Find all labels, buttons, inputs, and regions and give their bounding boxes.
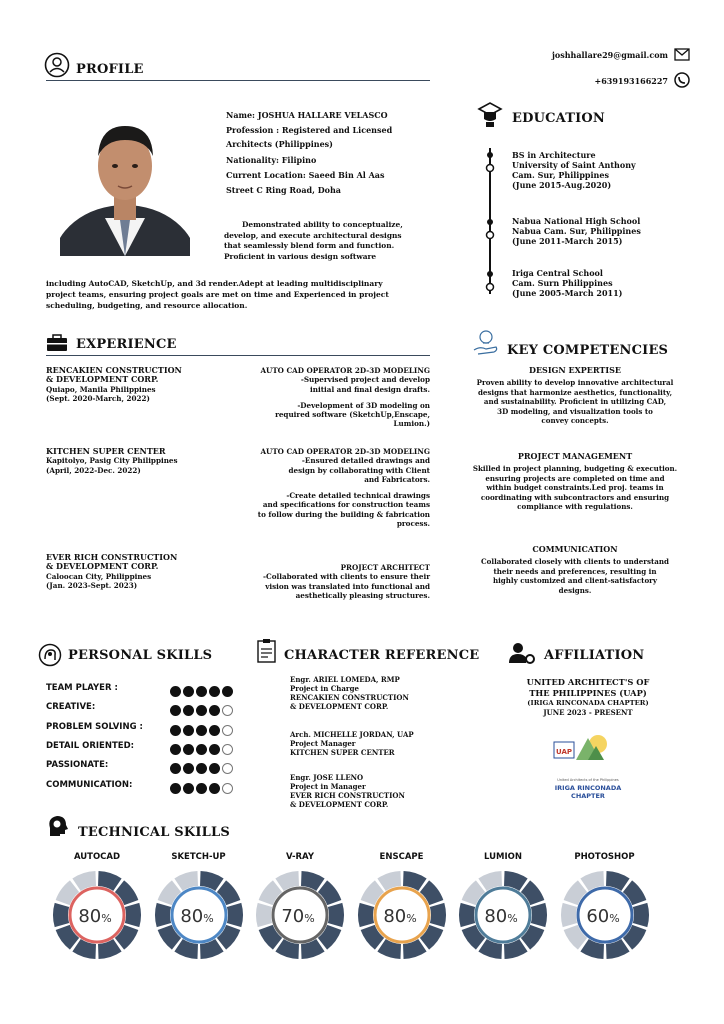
summary-line: project teams, ensuring project goals are met on time and Experienced in project bbox=[46, 290, 389, 299]
role-desc: to follow during the building & fabrication bbox=[257, 509, 430, 519]
timeline-node bbox=[484, 269, 496, 297]
competency-title: PROJECT MANAGEMENT bbox=[517, 451, 633, 461]
experience-role-2 bbox=[228, 447, 430, 528]
skill-rating bbox=[170, 701, 235, 720]
company-dates: (April, 2022-Dec. 2022) bbox=[46, 465, 141, 475]
competency-3 bbox=[460, 545, 690, 595]
education-item-2 bbox=[512, 216, 692, 246]
gauge-segment-filled bbox=[429, 903, 445, 927]
competency-line: highly customized and client-satisfactory bbox=[492, 576, 658, 586]
company-name-2: & DEVELOPMENT CORP. bbox=[46, 374, 159, 385]
profile-profession-1: Profession : Registered and Licensed bbox=[226, 125, 393, 135]
percent-sign: % bbox=[608, 912, 620, 925]
technical-skills-heading: TECHNICAL SKILLS bbox=[78, 825, 230, 840]
rating-dot-filled bbox=[183, 763, 194, 774]
competency-line: convey concepts. bbox=[541, 416, 609, 426]
tech-skill-percent: 80% bbox=[484, 906, 518, 927]
hand-bulb-icon bbox=[472, 328, 500, 356]
rating-dot-filled bbox=[196, 725, 207, 736]
profile-rule bbox=[46, 80, 430, 81]
rating-dot-filled bbox=[183, 725, 194, 736]
personal-skill-row bbox=[46, 779, 246, 793]
affiliation-details bbox=[498, 677, 678, 718]
tech-skill-gauge bbox=[52, 870, 142, 960]
gauge-segment-filled bbox=[226, 903, 242, 927]
clipboard-icon bbox=[256, 638, 278, 664]
summary-line: Proficient in various design software bbox=[224, 251, 377, 261]
uap-logo bbox=[546, 730, 630, 800]
profile-location-1: Current Location: Saeed Bin Al Aas bbox=[226, 170, 385, 180]
reference-title: Project Manager bbox=[290, 739, 356, 748]
tech-skill-gauge bbox=[357, 870, 447, 960]
gauge-segment-filled bbox=[125, 903, 141, 927]
rating-dot-filled bbox=[209, 744, 220, 755]
personal-skill-row bbox=[46, 759, 246, 773]
personal-skill-name: COMMUNICATION: bbox=[46, 779, 133, 790]
experience-company-2 bbox=[46, 447, 226, 475]
reference-org: EVER RICH CONSTRUCTION bbox=[290, 791, 405, 800]
role-desc: and Fabricators. bbox=[364, 474, 430, 484]
personal-skill-name: DETAIL ORIENTED: bbox=[46, 740, 135, 751]
rating-dot-empty bbox=[222, 744, 233, 755]
personal-skill-row bbox=[46, 740, 246, 754]
affiliation-org-2: THE PHILIPPINES (UAP) bbox=[529, 688, 647, 698]
reference-name: Engr. ARIEL LOMEDA, RMP bbox=[290, 675, 400, 684]
tech-skill-name: SKETCH-UP bbox=[171, 852, 226, 862]
reference-title: Project in Charge bbox=[290, 684, 359, 693]
education-place: Cam. Surn Philippines bbox=[512, 278, 613, 288]
experience-role-1 bbox=[228, 366, 430, 429]
contact-phone[interactable]: +639193166227 bbox=[594, 76, 668, 86]
reference-org-2: & DEVELOPMENT CORP. bbox=[290, 702, 389, 711]
competency-line: designs. bbox=[558, 585, 592, 595]
reference-name: Engr. JOSE LLENO bbox=[290, 773, 364, 782]
company-place: Kapitolyo, Pasig City Philippines bbox=[46, 456, 178, 466]
competency-line: Collaborated closely with clients to understand bbox=[481, 557, 669, 567]
reference-title: Project in Manager bbox=[290, 782, 366, 791]
profile-profession-2: Architects (Philippines) bbox=[226, 139, 333, 149]
education-item-3 bbox=[512, 268, 692, 298]
experience-role-3 bbox=[228, 563, 430, 600]
rating-dot-filled bbox=[209, 686, 220, 697]
reference-name: Arch. MICHELLE JORDAN, UAP bbox=[290, 730, 414, 739]
phone-icon bbox=[674, 72, 690, 88]
competency-title: COMMUNICATION bbox=[532, 544, 618, 554]
rating-dot-filled bbox=[183, 744, 194, 755]
skill-rating bbox=[170, 740, 235, 759]
role-desc: vision was translated into functional and bbox=[265, 581, 430, 591]
rating-dot-filled bbox=[183, 705, 194, 716]
rating-dot-empty bbox=[222, 763, 233, 774]
rating-dot-filled bbox=[222, 686, 233, 697]
rating-dot-empty bbox=[222, 725, 233, 736]
tech-skill-gauge bbox=[458, 870, 548, 960]
percent-sign: % bbox=[405, 912, 417, 925]
role-desc: -Collaborated with clients to ensure their bbox=[263, 572, 430, 582]
skill-rating bbox=[170, 682, 235, 701]
uap-logo-mark-text: UAP bbox=[555, 748, 573, 756]
summary-line: develop, and execute architectural designs bbox=[224, 230, 402, 240]
rating-dot-filled bbox=[209, 763, 220, 774]
competency-line: 3D modeling, and visualization tools to bbox=[497, 406, 653, 416]
rating-dot-filled bbox=[183, 686, 194, 697]
gauge-segment-filled bbox=[53, 903, 69, 927]
uap-logo-subtitle: United Architects of the Philippines bbox=[557, 778, 619, 782]
rating-dot-filled bbox=[209, 725, 220, 736]
education-school: Iriga Central School bbox=[512, 268, 603, 278]
rating-dot-filled bbox=[196, 705, 207, 716]
role-desc: design by collaborating with Client bbox=[288, 465, 430, 475]
tech-skill-gauge bbox=[560, 870, 650, 960]
personal-skills-heading: PERSONAL SKILLS bbox=[68, 648, 213, 663]
experience-rule bbox=[46, 355, 430, 356]
competency-line: designs that harmonize aesthetics, functionality, bbox=[477, 387, 673, 397]
tech-skill-percent: 80% bbox=[179, 906, 214, 927]
role-desc: aesthetically pleasing structures. bbox=[295, 590, 430, 600]
briefcase-icon bbox=[46, 334, 68, 352]
personal-skill-row bbox=[46, 682, 246, 696]
rating-dot-empty bbox=[222, 783, 233, 794]
education-dates: (June 2015-Aug.2020) bbox=[512, 180, 612, 190]
tech-head-gear-icon bbox=[46, 814, 68, 838]
rating-dot-filled bbox=[209, 783, 220, 794]
tech-skill-percent: 80% bbox=[78, 906, 112, 927]
role-desc: -Development of 3D modeling on bbox=[297, 400, 430, 410]
company-place: Quiapo, Manila Philippines bbox=[46, 384, 156, 394]
affiliation-dates: JUNE 2023 - PRESENT bbox=[543, 708, 633, 718]
competency-line: within budget constraints.Led proj. teams in bbox=[486, 483, 664, 493]
gauge-segment-filled bbox=[531, 903, 547, 927]
uap-logo-mark bbox=[546, 730, 630, 774]
competency-1 bbox=[460, 366, 690, 425]
skill-rating bbox=[170, 759, 235, 778]
gauge-segment-empty bbox=[256, 903, 272, 927]
summary-line: scheduling, budgeting, and resource allocation. bbox=[46, 301, 248, 310]
affiliation-org: UNITED ARCHITECT'S OF bbox=[526, 677, 650, 687]
personal-skill-name: PASSIONATE: bbox=[46, 760, 109, 771]
tech-skill-percent: 60% bbox=[585, 906, 620, 927]
rating-dot-filled bbox=[196, 686, 207, 697]
skill-rating bbox=[170, 721, 235, 740]
tech-skill-gauge bbox=[154, 870, 244, 960]
tech-skill-name: LUMION bbox=[484, 852, 522, 862]
rating-dot-filled bbox=[170, 725, 181, 736]
competency-line: coordinating with subcontractors and ensuring bbox=[480, 492, 670, 502]
rating-dot-empty bbox=[222, 705, 233, 716]
personal-skill-name: PROBLEM SOLVING : bbox=[46, 721, 143, 732]
rating-dot-filled bbox=[196, 763, 207, 774]
education-place: Cam. Sur, Philippines bbox=[512, 170, 609, 180]
education-degree: BS in Architecture bbox=[512, 150, 596, 160]
role-title: AUTO CAD OPERATOR 2D-3D MODELING bbox=[260, 447, 430, 456]
tech-skill-name: AUTOCAD bbox=[73, 852, 121, 862]
education-item-1 bbox=[512, 150, 692, 190]
rating-dot-filled bbox=[209, 705, 220, 716]
summary-line: that seamlessly blend form and function. bbox=[224, 241, 395, 250]
profile-icon bbox=[44, 52, 70, 78]
company-name: RENCAKIEN CONSTRUCTION bbox=[46, 365, 182, 375]
rating-dot-filled bbox=[170, 763, 181, 774]
profile-photo bbox=[60, 98, 190, 256]
company-dates: (Sept. 2020-March, 2022) bbox=[46, 393, 150, 403]
competencies-heading: KEY COMPETENCIES bbox=[507, 343, 669, 358]
company-name: KITCHEN SUPER CENTER bbox=[46, 446, 166, 456]
uap-logo-text: IRIGA RINCONADA CHAPTER bbox=[554, 784, 622, 800]
rating-dot-filled bbox=[196, 783, 207, 794]
role-desc: -Create detailed technical drawings bbox=[286, 491, 430, 501]
personal-skill-row bbox=[46, 701, 246, 715]
summary-line: including AutoCAD, SketchUp, and 3d render.Adept at leading multidisciplinary bbox=[46, 279, 383, 288]
competency-line: Proven ability to develop innovative architectural bbox=[476, 378, 674, 388]
personal-skill-name: CREATIVE: bbox=[46, 702, 96, 713]
education-school: University of Saint Anthony bbox=[512, 160, 636, 170]
education-school: Nabua National High School bbox=[512, 216, 641, 226]
gauge-segment-filled bbox=[328, 903, 344, 927]
competency-line: compliance with regulations. bbox=[517, 502, 633, 512]
education-heading: EDUCATION bbox=[512, 111, 606, 126]
rating-dot-filled bbox=[170, 686, 181, 697]
tech-skill-name: PHOTOSHOP bbox=[574, 852, 635, 862]
role-desc: process. bbox=[396, 519, 430, 529]
role-desc: and specifications for construction teams bbox=[262, 500, 430, 510]
experience-heading: EXPERIENCE bbox=[76, 337, 177, 352]
gauge-segment-filled bbox=[155, 903, 171, 927]
user-gear-icon bbox=[508, 641, 536, 665]
competency-title: DESIGN EXPERTISE bbox=[529, 365, 621, 375]
percent-sign: % bbox=[202, 912, 214, 925]
competency-line: and sustainability. Proficient in utilizing CAD, bbox=[483, 397, 667, 407]
email-icon bbox=[674, 48, 690, 61]
profile-summary-full bbox=[46, 278, 458, 311]
personal-skill-name: TEAM PLAYER : bbox=[46, 683, 118, 693]
role-desc: initial and final design drafts. bbox=[310, 384, 430, 394]
competency-line: ensuring projects are completed on time and bbox=[485, 473, 665, 483]
company-name-2: & DEVELOPMENT CORP. bbox=[46, 561, 159, 572]
reference-org: RENCAKIEN CONSTRUCTION bbox=[290, 693, 409, 702]
personal-skill-row bbox=[46, 721, 246, 735]
tech-skill-name: ENSCAPE bbox=[379, 852, 424, 862]
experience-company-3 bbox=[46, 553, 226, 590]
role-desc: required software (SketchUp,Enscape, bbox=[275, 410, 430, 420]
company-place: Caloocan City, Philippines bbox=[46, 571, 152, 581]
reference-org: KITCHEN SUPER CENTER bbox=[290, 748, 395, 757]
reference-2 bbox=[290, 730, 470, 757]
education-dates: (June 2005-March 2011) bbox=[512, 288, 623, 298]
role-desc: -Ensured detailed drawings and bbox=[301, 456, 430, 466]
experience-company-1 bbox=[46, 366, 226, 403]
profile-heading: PROFILE bbox=[76, 62, 144, 77]
timeline-node bbox=[484, 150, 496, 178]
role-desc: Lumion.) bbox=[393, 419, 430, 429]
percent-sign: % bbox=[507, 912, 518, 925]
education-dates: (June 2011-March 2015) bbox=[512, 236, 623, 246]
rating-dot-filled bbox=[183, 783, 194, 794]
skill-rating bbox=[170, 779, 235, 798]
rating-dot-filled bbox=[196, 744, 207, 755]
percent-sign: % bbox=[304, 912, 315, 925]
gauge-segment-empty bbox=[561, 903, 577, 927]
company-dates: (Jan. 2023-Sept. 2023) bbox=[46, 580, 138, 590]
profile-name: Name: JOSHUA HALLARE VELASCO bbox=[226, 110, 388, 120]
contact-email[interactable]: joshhallare29@gmail.com bbox=[551, 50, 668, 60]
character-reference-heading: CHARACTER REFERENCE bbox=[284, 648, 480, 663]
competency-line: their needs and preferences, resulting in bbox=[493, 566, 657, 576]
role-title: AUTO CAD OPERATOR 2D-3D MODELING bbox=[260, 366, 430, 375]
rating-dot-filled bbox=[170, 744, 181, 755]
reference-1 bbox=[290, 675, 470, 711]
tech-skill-percent: 70% bbox=[281, 906, 315, 927]
rating-dot-filled bbox=[170, 705, 181, 716]
brain-head-icon bbox=[38, 643, 62, 667]
tech-skill-name: V-RAY bbox=[286, 852, 314, 862]
company-name: EVER RICH CONSTRUCTION bbox=[46, 552, 178, 562]
rating-dot-filled bbox=[170, 783, 181, 794]
percent-sign: % bbox=[101, 912, 112, 925]
gauge-segment-filled bbox=[632, 903, 648, 927]
competency-2 bbox=[460, 452, 690, 511]
profile-nationality: Nationality: Filipino bbox=[226, 155, 317, 165]
profile-location-2: Street C Ring Road, Doha bbox=[226, 185, 341, 195]
tech-skill-gauge bbox=[255, 870, 345, 960]
role-title: PROJECT ARCHITECT bbox=[340, 563, 430, 572]
education-place: Nabua Cam. Sur, Philippines bbox=[512, 226, 641, 236]
profile-summary bbox=[224, 220, 452, 262]
competency-line: Skilled in project planning, budgeting & execution. bbox=[472, 464, 678, 474]
gauge-segment-filled bbox=[358, 903, 374, 927]
affiliation-heading: AFFILIATION bbox=[544, 648, 645, 663]
reference-org-2: & DEVELOPMENT CORP. bbox=[290, 800, 389, 809]
graduation-cap-icon bbox=[477, 100, 503, 130]
tech-skill-percent: 80% bbox=[382, 906, 417, 927]
affiliation-chapter: (IRIGA RINCONADA CHAPTER) bbox=[527, 699, 649, 707]
summary-line: Demonstrated ability to conceptualize, bbox=[242, 220, 403, 229]
timeline-node bbox=[484, 217, 496, 245]
role-desc: -Supervised project and develop bbox=[300, 375, 430, 385]
reference-3 bbox=[290, 773, 470, 809]
gauge-segment-filled bbox=[459, 903, 475, 927]
